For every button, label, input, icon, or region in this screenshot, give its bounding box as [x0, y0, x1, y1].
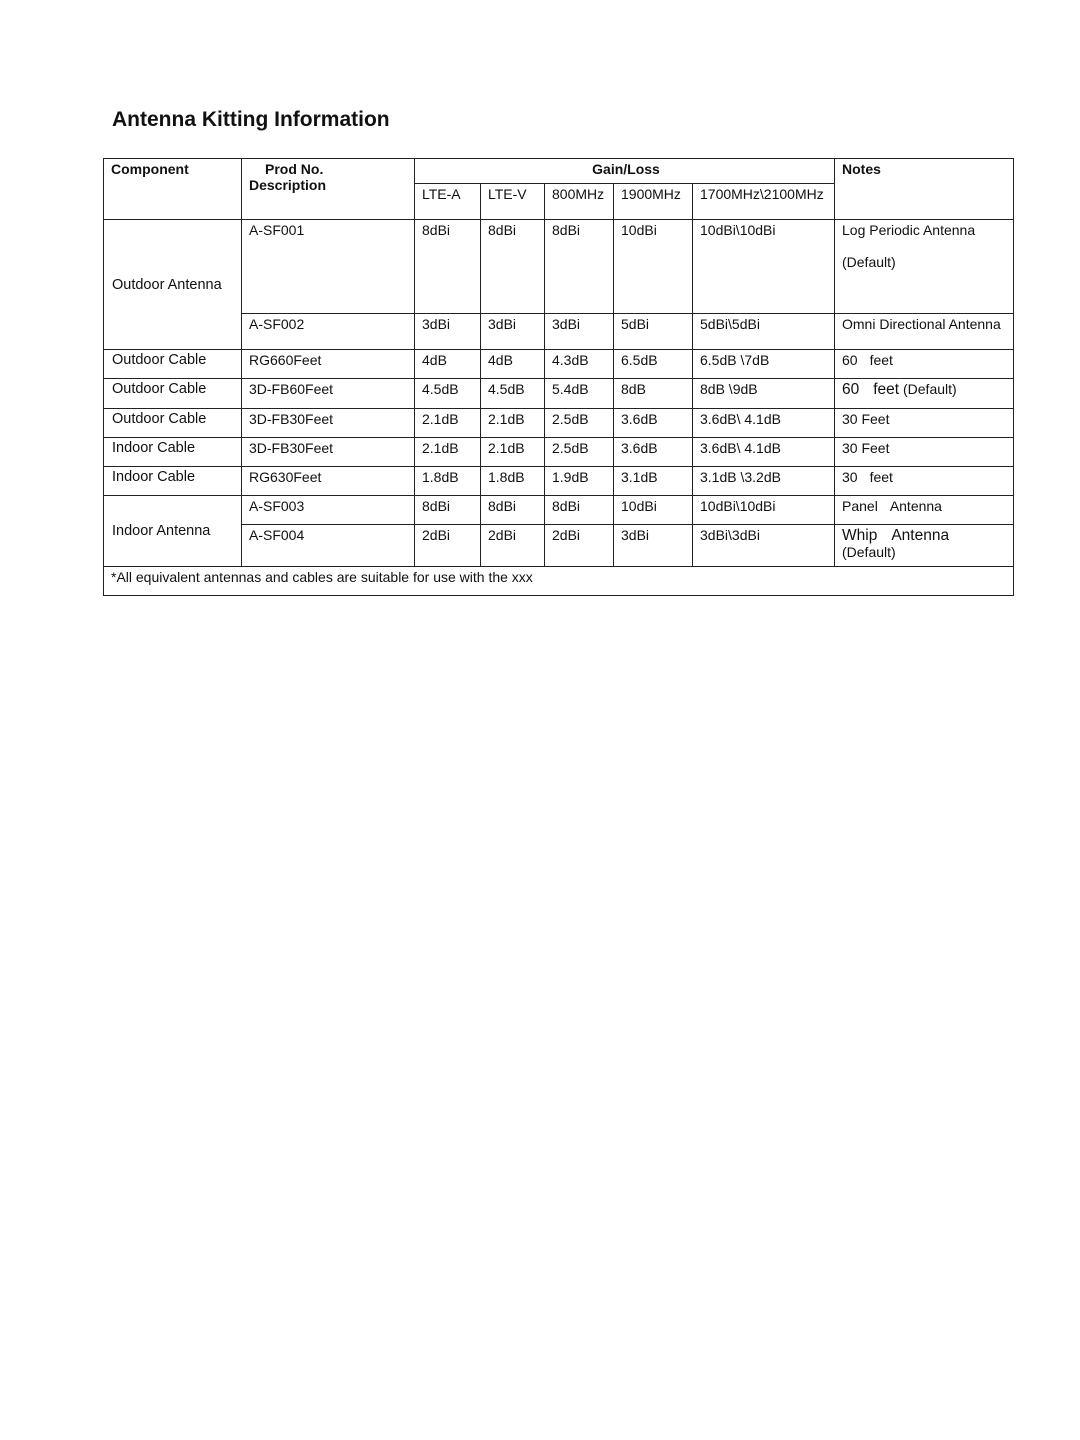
table-row — [104, 220, 1014, 314]
band-800-cell: 2.5dB — [545, 409, 614, 438]
prod-cell: A-SF003 — [242, 496, 415, 525]
band-800-cell: 3dBi — [545, 314, 614, 350]
table-row — [104, 379, 1014, 409]
band-1900-cell: 8dB — [614, 379, 693, 409]
header-prod-description — [242, 159, 415, 220]
lte-v-cell: 8dBi — [481, 496, 545, 525]
lte-a-cell: 4.5dB — [415, 379, 481, 409]
prod-cell: 3D-FB60Feet — [242, 379, 415, 409]
notes-cell — [835, 379, 1014, 409]
note-default: (Default) — [842, 544, 896, 560]
notes-cell: 30 Feet — [835, 409, 1014, 438]
lte-v-cell: 2.1dB — [481, 409, 545, 438]
notes-cell — [835, 496, 1014, 525]
band-800-cell: 2dBi — [545, 525, 614, 567]
component-cell: Indoor Cable — [104, 467, 242, 496]
header-band-lte-a: LTE-A — [415, 184, 481, 220]
band-800-cell: 8dBi — [545, 496, 614, 525]
note-length: 30 — [842, 469, 858, 485]
header-band-1900: 1900MHz — [614, 184, 693, 220]
header-prod-no: Prod No. — [265, 161, 324, 177]
lte-a-cell: 2dBi — [415, 525, 481, 567]
component-cell: Outdoor Antenna — [104, 220, 242, 350]
prod-cell: 3D-FB30Feet — [242, 438, 415, 467]
note-type: Whip — [842, 527, 878, 544]
component-cell: Indoor Antenna — [104, 496, 242, 567]
lte-a-cell: 2.1dB — [415, 409, 481, 438]
page-title: Antenna Kitting Information — [112, 108, 390, 131]
lte-v-cell: 8dBi — [481, 220, 545, 314]
band-1900-cell: 10dBi — [614, 220, 693, 314]
lte-a-cell: 3dBi — [415, 314, 481, 350]
band-1700-2100-cell: 5dBi\5dBi — [693, 314, 835, 350]
table-row — [104, 496, 1014, 525]
band-1900-cell: 3dBi — [614, 525, 693, 567]
prod-cell: RG630Feet — [242, 467, 415, 496]
band-800-cell: 4.3dB — [545, 350, 614, 379]
header-gain-loss: Gain/Loss — [415, 159, 835, 184]
band-1700-2100-cell: 6.5dB \7dB — [693, 350, 835, 379]
notes-cell — [835, 467, 1014, 496]
footnote: *All equivalent antennas and cables are suitable for use with the xxx — [104, 567, 1014, 596]
band-800-cell: 8dBi — [545, 220, 614, 314]
lte-a-cell: 8dBi — [415, 496, 481, 525]
lte-a-cell: 4dB — [415, 350, 481, 379]
component-cell: Indoor Cable — [104, 438, 242, 467]
table-row — [104, 350, 1014, 379]
header-component: Component — [104, 159, 242, 220]
note-length: 60 — [842, 381, 860, 398]
note-default: (Default) — [842, 254, 896, 270]
band-1700-2100-cell: 3.6dB\ 4.1dB — [693, 409, 835, 438]
component-cell: Outdoor Cable — [104, 409, 242, 438]
band-1700-2100-cell: 3dBi\3dBi — [693, 525, 835, 567]
prod-cell: A-SF001 — [242, 220, 415, 314]
lte-v-cell: 4dB — [481, 350, 545, 379]
lte-v-cell: 4.5dB — [481, 379, 545, 409]
band-1700-2100-cell: 3.6dB\ 4.1dB — [693, 438, 835, 467]
band-1700-2100-cell: 3.1dB \3.2dB — [693, 467, 835, 496]
note-type: Panel — [842, 498, 878, 514]
note-unit: feet — [873, 381, 900, 398]
note-unit: feet — [869, 352, 893, 368]
lte-a-cell: 8dBi — [415, 220, 481, 314]
prod-cell: A-SF004 — [242, 525, 415, 567]
prod-cell: 3D-FB30Feet — [242, 409, 415, 438]
note-unit: feet — [869, 469, 893, 485]
prod-cell: A-SF002 — [242, 314, 415, 350]
notes-cell: Omni Directional Antenna — [835, 314, 1014, 350]
header-band-800: 800MHz — [545, 184, 614, 220]
notes-cell — [835, 350, 1014, 379]
header-description: Description — [249, 177, 327, 193]
lte-a-cell: 2.1dB — [415, 438, 481, 467]
component-cell: Outdoor Cable — [104, 379, 242, 409]
note-antenna: Antenna — [891, 527, 950, 544]
band-1900-cell: 3.6dB — [614, 438, 693, 467]
band-1900-cell: 3.1dB — [614, 467, 693, 496]
header-band-lte-v: LTE-V — [481, 184, 545, 220]
table-row — [104, 467, 1014, 496]
component-cell: Outdoor Cable — [104, 350, 242, 379]
lte-v-cell: 2.1dB — [481, 438, 545, 467]
note-text: Log Periodic Antenna — [842, 222, 976, 238]
table-row — [104, 438, 1014, 467]
antenna-kitting-table — [103, 158, 1014, 596]
lte-v-cell: 1.8dB — [481, 467, 545, 496]
lte-a-cell: 1.8dB — [415, 467, 481, 496]
header-band-1700-2100: 1700MHz\2100MHz — [693, 184, 835, 220]
notes-cell: 30 Feet — [835, 438, 1014, 467]
band-800-cell: 2.5dB — [545, 438, 614, 467]
lte-v-cell: 2dBi — [481, 525, 545, 567]
lte-v-cell: 3dBi — [481, 314, 545, 350]
note-antenna: Antenna — [889, 498, 942, 514]
note-default: (Default) — [903, 381, 957, 397]
note-length: 60 — [842, 352, 858, 368]
band-1900-cell: 10dBi — [614, 496, 693, 525]
band-800-cell: 5.4dB — [545, 379, 614, 409]
band-800-cell: 1.9dB — [545, 467, 614, 496]
band-1700-2100-cell: 10dBi\10dBi — [693, 220, 835, 314]
prod-cell: RG660Feet — [242, 350, 415, 379]
notes-cell — [835, 220, 1014, 314]
band-1900-cell: 3.6dB — [614, 409, 693, 438]
header-notes: Notes — [835, 159, 1014, 220]
band-1900-cell: 6.5dB — [614, 350, 693, 379]
band-1700-2100-cell: 8dB \9dB — [693, 379, 835, 409]
table-row — [104, 409, 1014, 438]
band-1700-2100-cell: 10dBi\10dBi — [693, 496, 835, 525]
notes-cell — [835, 525, 1014, 567]
band-1900-cell: 5dBi — [614, 314, 693, 350]
